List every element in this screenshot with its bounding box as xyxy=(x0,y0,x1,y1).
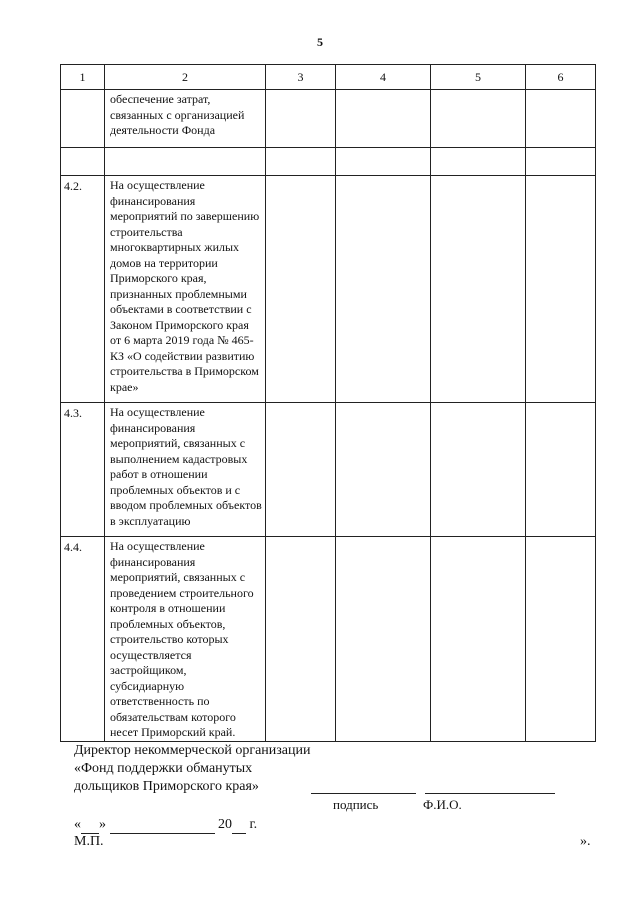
table-cell xyxy=(336,403,431,537)
column-header: 2 xyxy=(105,65,266,90)
column-header: 5 xyxy=(431,65,526,90)
column-header: 1 xyxy=(61,65,105,90)
table-cell xyxy=(336,537,431,742)
table-cell xyxy=(336,90,431,148)
table-row xyxy=(61,90,596,148)
name-label: Ф.И.О. xyxy=(423,797,462,812)
table-cell xyxy=(266,537,336,742)
signatory-line: «Фонд поддержки обманутых xyxy=(74,761,253,776)
row-number: 4.4. xyxy=(61,537,105,742)
row-description xyxy=(105,148,266,176)
table-cell xyxy=(526,537,596,742)
year-prefix: 20 xyxy=(218,817,232,832)
table-row xyxy=(61,537,596,742)
day-blank xyxy=(81,817,99,834)
table-cell xyxy=(526,403,596,537)
year-blank xyxy=(232,817,246,834)
column-header: 6 xyxy=(526,65,596,90)
table-cell xyxy=(431,403,526,537)
date-line xyxy=(74,817,257,834)
closing-quote: ». xyxy=(580,834,591,849)
table-cell xyxy=(336,148,431,176)
table-cell xyxy=(431,90,526,148)
column-header: 4 xyxy=(336,65,431,90)
row-number: 4.3. xyxy=(61,403,105,537)
table-cell xyxy=(526,90,596,148)
table-cell xyxy=(526,148,596,176)
table-cell xyxy=(266,148,336,176)
signatory-title xyxy=(74,742,310,796)
table-cell xyxy=(431,537,526,742)
date-close-quote: » xyxy=(99,817,106,832)
month-blank xyxy=(110,817,215,834)
row-description: обеспечение затрат, связанных с организацией деятельности Фонда xyxy=(105,90,266,148)
table-cell xyxy=(526,176,596,403)
table-cell xyxy=(336,176,431,403)
signature-label: подпись xyxy=(333,797,379,812)
table-cell xyxy=(431,148,526,176)
name-underline xyxy=(425,793,555,794)
report-table xyxy=(60,64,596,742)
year-suffix: г. xyxy=(249,817,258,832)
row-description: На осуществление финансирования мероприятий, связанных с выполнением кадастровых работ в отношении проблемных объектов и с вводом проблемных объектов в эксплуатацию xyxy=(105,403,266,537)
table-row xyxy=(61,403,596,537)
stamp-mark: М.П. xyxy=(74,834,104,849)
table-cell xyxy=(266,90,336,148)
row-number: 4.2. xyxy=(61,176,105,403)
table-cell xyxy=(431,176,526,403)
table-header-row xyxy=(61,65,596,90)
signatory-line: Директор некоммерческой организации xyxy=(74,743,311,758)
table-cell xyxy=(266,176,336,403)
signatory-line: дольщиков Приморского края» xyxy=(74,779,259,794)
table-cell xyxy=(266,403,336,537)
column-header: 3 xyxy=(266,65,336,90)
row-number xyxy=(61,148,105,176)
table-row xyxy=(61,148,596,176)
table-row xyxy=(61,176,596,403)
row-number xyxy=(61,90,105,148)
signature-underline xyxy=(311,793,416,794)
row-description: На осуществление финансирования мероприятий, связанных с проведением строительного контроля в отношении проблемных объектов, строительство которых осуществляется застройщиком, субсидиарную ответственность по обязательствам которого несет Приморский край. xyxy=(105,537,266,742)
row-description: На осуществление финансирования мероприятий по завершению строительства многоквартирных жилых домов на территории Приморского края, признанных проблемными объектами в соответствии с Законом Приморского края от 6 марта 2019 года № 465-КЗ «О содействии развитию строительства в Приморском крае» xyxy=(105,176,266,403)
page-number: 5 xyxy=(317,35,323,49)
date-open-quote: « xyxy=(74,817,81,832)
